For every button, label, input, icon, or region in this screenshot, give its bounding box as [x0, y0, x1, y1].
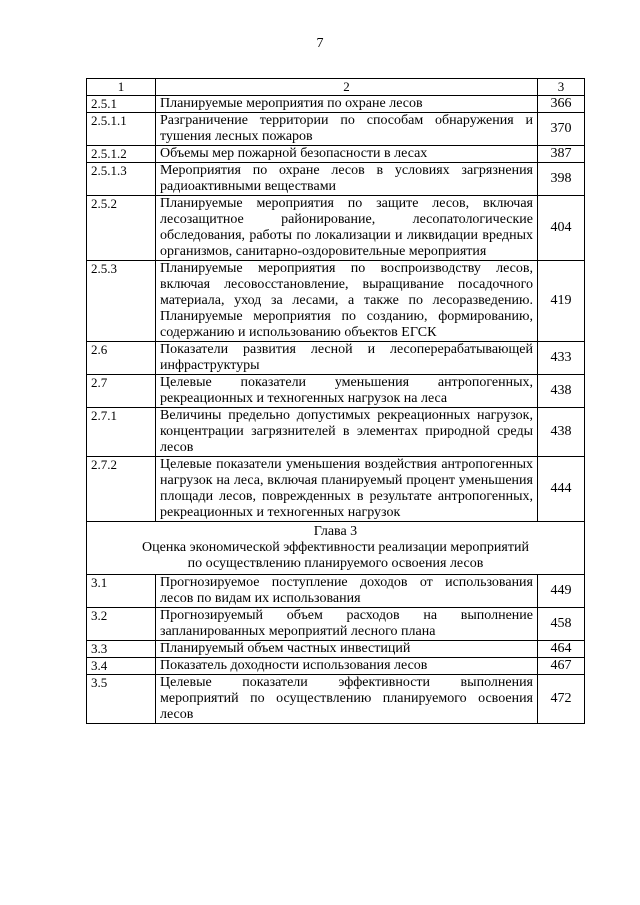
chapter-label: Глава 3 — [313, 524, 358, 539]
table-row — [87, 608, 585, 641]
section-title: Планируемые мероприятия по воспроизводству лесов, включая лесовосстановление, выращивание посадочного материала, уход за лесами, а также по лесоразведению. Планируемые мероприятия по созданию, формированию, содержанию и использованию объектов ЕГСК — [156, 261, 538, 342]
page-ref: 370 — [538, 113, 585, 146]
chapter-title-line2: по осуществлению планируемого освоения лесов — [187, 556, 484, 571]
section-title: Мероприятия по охране лесов в условиях загрязнения радиоактивными веществами — [156, 163, 538, 196]
section-number: 2.5.1 — [87, 96, 156, 113]
page-ref: 387 — [538, 146, 585, 163]
section-number: 2.5.3 — [87, 261, 156, 342]
section-number: 2.7.2 — [87, 457, 156, 522]
section-title: Показатели развития лесной и лесоперерабатывающей инфраструктуры — [156, 342, 538, 375]
section-title: Объемы мер пожарной безопасности в лесах — [156, 146, 538, 163]
section-title: Целевые показатели эффективности выполнения мероприятий по осуществлению планируемого освоения лесов — [156, 675, 538, 724]
table-row — [87, 658, 585, 675]
section-title: Прогнозируемое поступление доходов от использования лесов по видам их использования — [156, 575, 538, 608]
page-ref: 458 — [538, 608, 585, 641]
section-title: Планируемые мероприятия по защите лесов, включая лесозащитное районирование, лесопатологические обследования, работы по локализации и ликвидации вредных организмов, санитарно-оздоровительные мероприятия — [156, 196, 538, 261]
page-ref: 444 — [538, 457, 585, 522]
page-ref: 398 — [538, 163, 585, 196]
table-row — [87, 163, 585, 196]
section-number: 3.2 — [87, 608, 156, 641]
table-row — [87, 408, 585, 457]
page-ref: 472 — [538, 675, 585, 724]
section-title: Целевые показатели уменьшения воздействия антропогенных нагрузок на леса, включая планируемый процент уменьшения площади лесов, поврежденных в результате антропогенных, рекреационных и техногенных нагрузок — [156, 457, 538, 522]
table-row — [87, 196, 585, 261]
chapter-heading — [87, 522, 585, 575]
page-ref: 467 — [538, 658, 585, 675]
page-number: 7 — [316, 36, 324, 51]
section-title: Величины предельно допустимых рекреационных нагрузок, концентрации загрязнителей в элементах природной среды лесов — [156, 408, 538, 457]
table-row — [87, 457, 585, 522]
table-row — [87, 375, 585, 408]
section-number: 2.7 — [87, 375, 156, 408]
page-ref: 433 — [538, 342, 585, 375]
header-col-1: 1 — [87, 79, 156, 96]
table-row — [87, 146, 585, 163]
chapter-title-line1: Оценка экономической эффективности реализации мероприятий — [142, 540, 529, 555]
section-number: 3.5 — [87, 675, 156, 724]
section-number: 2.5.2 — [87, 196, 156, 261]
page-ref: 438 — [538, 408, 585, 457]
section-number: 2.7.1 — [87, 408, 156, 457]
section-number: 2.5.1.1 — [87, 113, 156, 146]
table-row — [87, 96, 585, 113]
page-ref: 449 — [538, 575, 585, 608]
section-number: 3.4 — [87, 658, 156, 675]
section-number: 2.6 — [87, 342, 156, 375]
page-ref: 464 — [538, 641, 585, 658]
section-number: 3.1 — [87, 575, 156, 608]
page-ref: 404 — [538, 196, 585, 261]
table-header-row — [87, 79, 585, 96]
table-row — [87, 641, 585, 658]
section-title: Прогнозируемый объем расходов на выполнение запланированных мероприятий лесного плана — [156, 608, 538, 641]
section-title: Разграничение территории по способам обнаружения и тушения лесных пожаров — [156, 113, 538, 146]
section-title: Показатель доходности использования лесов — [156, 658, 538, 675]
header-col-3: 3 — [538, 79, 585, 96]
section-number: 2.5.1.2 — [87, 146, 156, 163]
section-number: 2.5.1.3 — [87, 163, 156, 196]
section-title: Планируемые мероприятия по охране лесов — [156, 96, 538, 113]
chapter-heading-row — [87, 522, 585, 575]
section-title: Планируемый объем частных инвестиций — [156, 641, 538, 658]
table-row — [87, 113, 585, 146]
table-row — [87, 342, 585, 375]
header-col-2: 2 — [156, 79, 538, 96]
section-title: Целевые показатели уменьшения антропогенных, рекреационных и техногенных нагрузок на леса — [156, 375, 538, 408]
page-ref: 366 — [538, 96, 585, 113]
section-number: 3.3 — [87, 641, 156, 658]
table-row — [87, 675, 585, 724]
table-row — [87, 261, 585, 342]
page-ref: 419 — [538, 261, 585, 342]
contents-table — [86, 78, 585, 724]
page-ref: 438 — [538, 375, 585, 408]
table-row — [87, 575, 585, 608]
